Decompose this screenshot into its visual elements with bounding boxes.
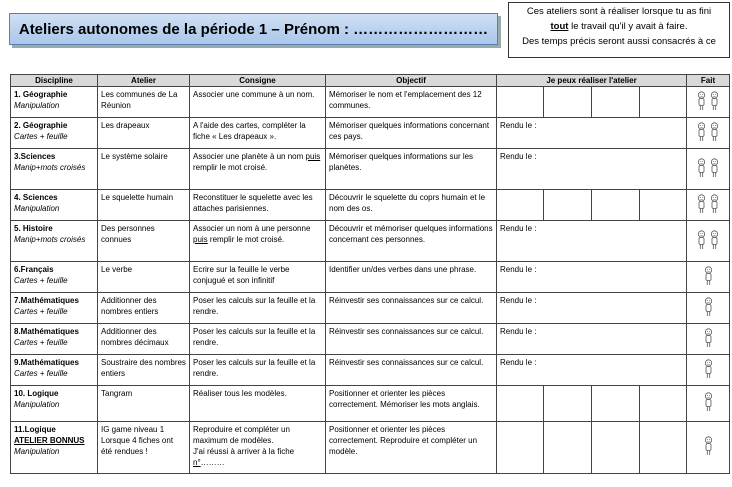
objectif-cell: Réinvestir ses connaissances sur ce calcul.: [326, 355, 497, 386]
table-row: [11, 386, 730, 422]
discipline-cell: 2. Géographie Cartes + feuille: [11, 118, 98, 149]
discipline-cell: 1. Géographie Manipulation: [11, 87, 98, 118]
consigne-cell: Reconstituer le squelette avec les attaches parisiennes.: [190, 190, 326, 221]
fait-cell: [687, 422, 730, 474]
col-fait: Fait: [687, 75, 730, 87]
atelier-cell: Additionner des nombres entiers: [98, 293, 190, 324]
discipline-cell: 10. Logique Manipulation: [11, 386, 98, 422]
checkbox-cell[interactable]: [592, 190, 640, 221]
checkbox-cell[interactable]: [497, 87, 544, 118]
note-line-1: Ces ateliers sont à réaliser lorsque tu as fini: [526, 6, 712, 17]
consigne-cell: Réaliser tous les modèles.: [190, 386, 326, 422]
consigne-cell: Associer une planète à un nom puis remplir le mot croisé.: [190, 149, 326, 190]
rendu-cell[interactable]: Rendu le :: [497, 262, 687, 293]
consigne-cell: Poser les calculs sur la feuille et la rendre.: [190, 293, 326, 324]
objectif-cell: Découvrir le squelette du coprs humain et le nom des os.: [326, 190, 497, 221]
table-row: [11, 324, 730, 355]
rendu-cell[interactable]: Rendu le :: [497, 355, 687, 386]
consigne-cell: Reproduire et compléter un maximum de modèles. J'ai réussi à arriver à la fiche n°………: [190, 422, 326, 474]
note-line-3: Des temps précis seront aussi consacrés à ce: [522, 36, 716, 47]
objectif-cell: Découvrir et mémoriser quelques informations concernant ces personnes.: [326, 221, 497, 262]
child-figure-icon[interactable]: [704, 436, 713, 456]
rendu-cell[interactable]: Rendu le :: [497, 293, 687, 324]
table-row: [11, 190, 730, 221]
note-emphasis: tout: [550, 21, 569, 32]
consigne-cell: Associer un nom à une personne puis remplir le mot croisé.: [190, 221, 326, 262]
atelier-cell: Tangram: [98, 386, 190, 422]
child-figure-icon[interactable]: [710, 158, 719, 178]
fait-cell: [687, 118, 730, 149]
atelier-cell: Soustraire des nombres entiers: [98, 355, 190, 386]
header-row: [11, 75, 730, 87]
child-figure-icon[interactable]: [697, 230, 706, 250]
checkbox-cell[interactable]: [497, 190, 544, 221]
fait-cell: [687, 293, 730, 324]
table-row: [11, 422, 730, 474]
atelier-cell: Additionner des nombres décimaux: [98, 324, 190, 355]
table-row: [11, 149, 730, 190]
fait-cell: [687, 355, 730, 386]
fait-cell: [687, 190, 730, 221]
checkbox-cell[interactable]: [544, 87, 592, 118]
table-row: [11, 293, 730, 324]
checkbox-cell[interactable]: [640, 422, 687, 474]
col-consigne: Consigne: [190, 75, 326, 87]
rendu-cell[interactable]: Rendu le :: [497, 118, 687, 149]
instructions-note: [508, 2, 730, 58]
checkbox-cell[interactable]: [592, 422, 640, 474]
consigne-cell: A l'aide des cartes, compléter la fiche « Les drapeaux ».: [190, 118, 326, 149]
atelier-cell: Le système solaire: [98, 149, 190, 190]
table-row: [11, 355, 730, 386]
fait-cell: [687, 386, 730, 422]
child-figure-icon[interactable]: [710, 122, 719, 142]
child-figure-icon[interactable]: [704, 359, 713, 379]
discipline-cell: 6.Français Cartes + feuille: [11, 262, 98, 293]
fait-cell: [687, 87, 730, 118]
col-discipline: Discipline: [11, 75, 98, 87]
rendu-cell[interactable]: Rendu le :: [497, 149, 687, 190]
checkbox-cell[interactable]: [640, 190, 687, 221]
objectif-cell: Mémoriser quelques informations sur les planètes.: [326, 149, 497, 190]
child-figure-icon[interactable]: [704, 392, 713, 412]
atelier-cell: IG game niveau 1 Lorsque 4 fiches ont été rendues !: [98, 422, 190, 474]
objectif-cell: Positionner et orienter les pièces correctement. Reproduire et compléter un modèle.: [326, 422, 497, 474]
child-figure-icon[interactable]: [697, 122, 706, 142]
atelier-cell: Le verbe: [98, 262, 190, 293]
objectif-cell: Réinvestir ses connaissances sur ce calcul.: [326, 293, 497, 324]
table-row: [11, 118, 730, 149]
child-figure-icon[interactable]: [704, 266, 713, 286]
table-row: [11, 262, 730, 293]
child-figure-icon[interactable]: [697, 158, 706, 178]
consigne-cell: Ecrire sur la feuille le verbe conjugué et son infinitif: [190, 262, 326, 293]
checkbox-cell[interactable]: [592, 87, 640, 118]
table-row: [11, 221, 730, 262]
atelier-cell: Des personnes connues: [98, 221, 190, 262]
child-figure-icon[interactable]: [710, 230, 719, 250]
atelier-cell: Les drapeaux: [98, 118, 190, 149]
rendu-cell[interactable]: Rendu le :: [497, 221, 687, 262]
discipline-cell: 8.Mathématiques Cartes + feuille: [11, 324, 98, 355]
discipline-cell: 5. Histoire Manip+mots croisés: [11, 221, 98, 262]
rendu-cell[interactable]: Rendu le :: [497, 324, 687, 355]
col-atelier: Atelier: [98, 75, 190, 87]
discipline-cell: 4. Sciences Manipulation: [11, 190, 98, 221]
objectif-cell: Mémoriser quelques informations concernant ces pays.: [326, 118, 497, 149]
atelier-cell: Les communes de La Réunion: [98, 87, 190, 118]
note-line-2: [509, 19, 729, 34]
col-objectif: Objectif: [326, 75, 497, 87]
discipline-cell: 7.Mathématiques Cartes + feuille: [11, 293, 98, 324]
table-row: [11, 87, 730, 118]
objectif-cell: Positionner et orienter les pièces correctement. Mémoriser les mots anglais.: [326, 386, 497, 422]
discipline-cell: 9.Mathématiques Cartes + feuille: [11, 355, 98, 386]
checkbox-cell[interactable]: [640, 87, 687, 118]
fait-cell: [687, 262, 730, 293]
note-line-2-rest: le travail qu'il y avait à faire.: [568, 21, 688, 32]
fait-cell: [687, 324, 730, 355]
checkbox-cell[interactable]: [497, 422, 544, 474]
checkbox-cell[interactable]: [544, 190, 592, 221]
checkbox-cell[interactable]: [497, 386, 544, 422]
checkbox-cell[interactable]: [592, 386, 640, 422]
workshops-table: [10, 74, 730, 474]
page-title: Ateliers autonomes de la période 1 – Prénom : ………………………: [9, 13, 498, 45]
child-figure-icon[interactable]: [697, 91, 706, 111]
objectif-cell: Réinvestir ses connaissances sur ce calcul.: [326, 324, 497, 355]
checkbox-cell[interactable]: [640, 386, 687, 422]
atelier-cell: Le squelette humain: [98, 190, 190, 221]
consigne-cell: Poser les calculs sur la feuille et la rendre.: [190, 355, 326, 386]
checkbox-cell[interactable]: [544, 422, 592, 474]
discipline-cell: 11.Logique ATELIER BONNUS Manipulation: [11, 422, 98, 474]
consigne-cell: Poser les calculs sur la feuille et la rendre.: [190, 324, 326, 355]
child-figure-icon[interactable]: [704, 328, 713, 348]
child-figure-icon[interactable]: [697, 194, 706, 214]
child-figure-icon[interactable]: [710, 194, 719, 214]
child-figure-icon[interactable]: [704, 297, 713, 317]
fait-cell: [687, 221, 730, 262]
child-figure-icon[interactable]: [710, 91, 719, 111]
col-realiser: Je peux réaliser l'atelier: [497, 75, 687, 87]
checkbox-cell[interactable]: [544, 386, 592, 422]
discipline-cell: 3.Sciences Manip+mots croisés: [11, 149, 98, 190]
fait-cell: [687, 149, 730, 190]
consigne-cell: Associer une commune à un nom.: [190, 87, 326, 118]
objectif-cell: Identifier un/des verbes dans une phrase.: [326, 262, 497, 293]
objectif-cell: Mémoriser le nom et l'emplacement des 12 communes.: [326, 87, 497, 118]
